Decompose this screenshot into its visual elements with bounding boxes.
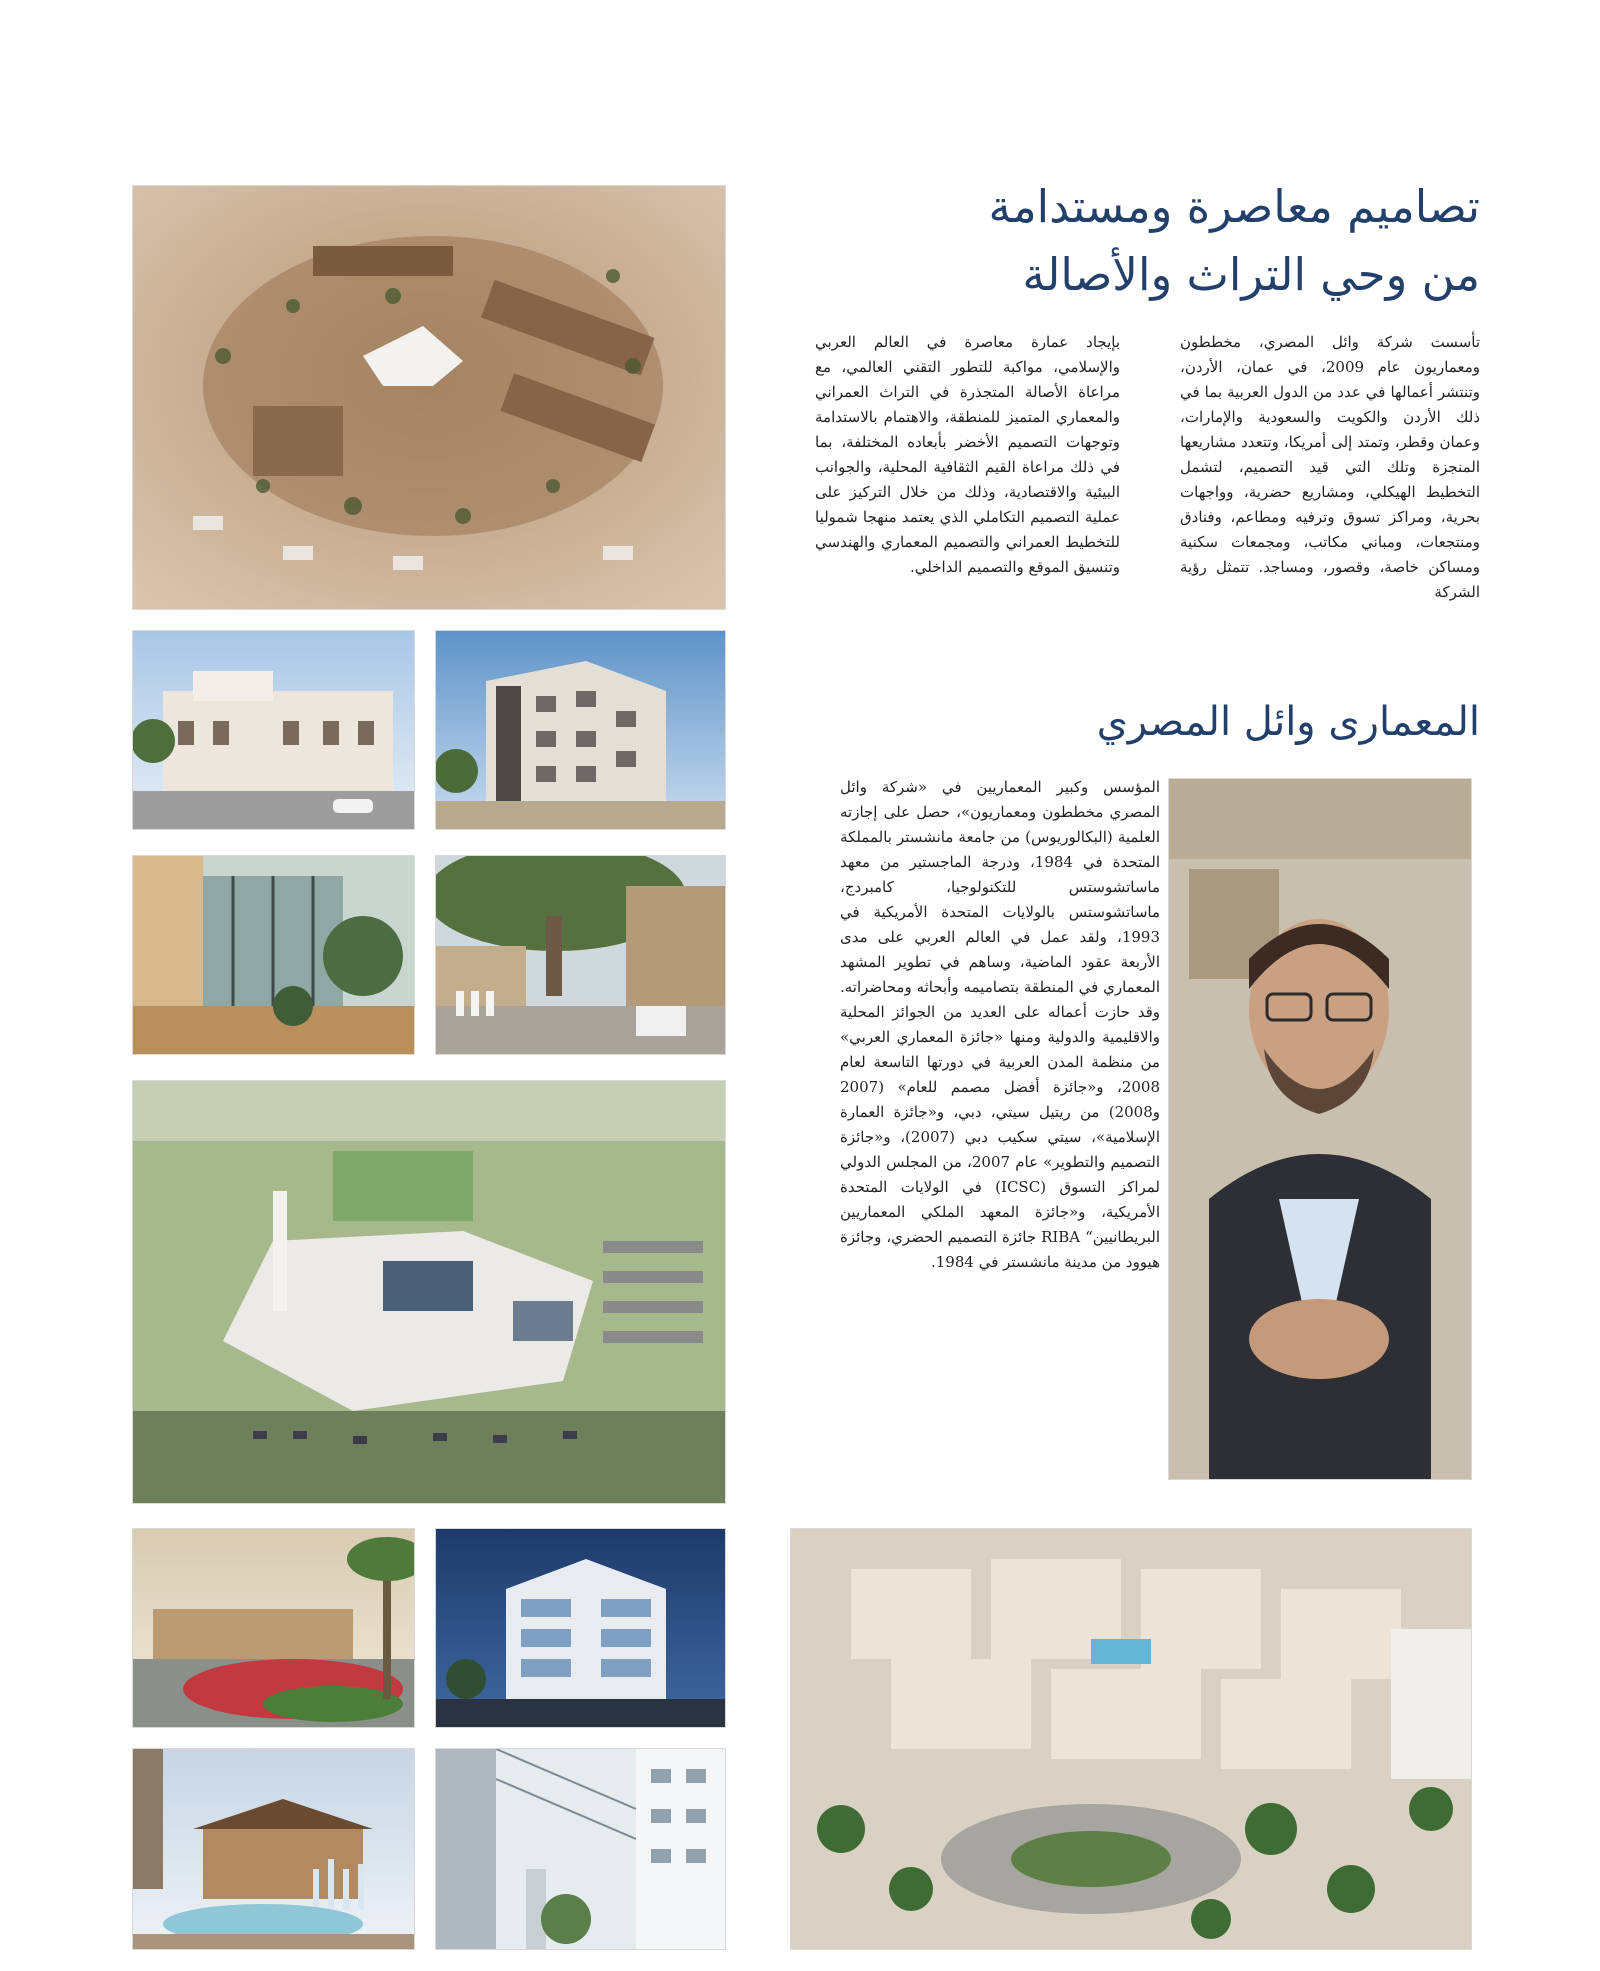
modern-office-building-photo xyxy=(435,1528,726,1728)
article-title-line1: تصاميم معاصرة ومستدامة xyxy=(988,180,1480,233)
architect-bio: المؤسس وكبير المعماريين في «شركة وائل المصري مخططون ومعماريون»، حصل على إجازته العلمية (البكالوريوس) من جامعة مانشستر بالمملكة المتحدة في 1984، ودرجة الماجستير من معهد ماساتشوستس للتكنولوجيا، كامبردج، ماساتشوستس بالولايات المتحدة الأمريكية في 1993، ولقد عمل في العالم العربي على مدى الأربعة عقود الماضية، وساهم في تطوير المشهد المعماري في المنطقة بتصاميمه وأبحاثه ومحاضراته. وقد حازت أعماله على العديد من الجوائز المحلية والاقليمية والدولية ومنها «جائزة المعماري العربي» من منظمة المدن العربية في دورتها التاسعة لعام 2008، و«جائزة أفضل مصمم للعام» (2007 و2008) من ريتيل سيتي، دبي، و«جائزة العمارة الإسلامية»، سيتي سكيب دبي (2007)، و«جائزة التصميم والتطوير» عام 2007، من المجلس الدولي لمراكز التسوق (ICSC) في الولايات المتحدة الأمريكية، و«جائزة المعهد الملكي المعماريين البريطانيين“ RIBA جائزة التصميم الحضري، وجائزة هيوود من مدينة مانشستر في 1984. xyxy=(840,778,1161,1271)
architect-portrait-photo xyxy=(1168,778,1472,1480)
white-villas-photo xyxy=(132,630,415,830)
intro-column-right: تأسست شركة وائل المصري، مخططون ومعماريون عام 2009، في عمان، الأردن، وتنتشر أعمالها في عدد من الدول العربية بما في ذلك الأردن والكويت والسعودية والإمارات، وعمان وقطر، وتمتد إلى أمريكا، وتتعدد مشاريعها المنجزة وتلك التي قيد التصميم، لتشمل التخطيط الهيكلي، ومشاريع حضرية، وواجهات بحرية، ومراكز تسوق وترفيه ومطاعم، وفنادق ومنتجعات، ومباني مكاتب، ومجمعات سكنية ومساكن خاصة، وقصور، ومساجد. تتمثل رؤية الشركة xyxy=(1180,333,1480,601)
mosque-complex-aerial-photo xyxy=(132,1080,726,1504)
hillside-residential-aerial-photo xyxy=(790,1528,1472,1950)
atrium-interior-photo xyxy=(435,1748,726,1950)
fountain-pavilion-photo xyxy=(132,1748,415,1950)
glass-courtyard-photo xyxy=(132,855,415,1055)
apartment-building-photo xyxy=(435,630,726,830)
article-title-line2: من وحي التراث والأصالة xyxy=(1022,248,1480,301)
aerial-desert-resort-photo xyxy=(132,185,726,610)
intro-column-left: بإيجاد عمارة معاصرة في العالم العربي والإسلامي، مواكبة للتطور التقني العالمي، مع مراعاة الأصالة المتجذرة في التراث العمراني والمعماري المتميز للمنطقة، والاهتمام بالاستدامة وتوجهات التصميم الأخضر بأبعاده المختلفة، بما في ذلك مراعاة القيم الثقافية المحلية، والجوانب البيئية والاقتصادية، وذلك من خلال التركيز على عملية التصميم التكاملي الذي يعتمد منهجا شموليا للتخطيط العمراني والتصميم المعماري والهندسي وتنسيق الموقع والتصميم الداخلي. xyxy=(815,333,1120,576)
architect-name-heading: المعمارى وائل المصري xyxy=(1096,699,1480,745)
heritage-street-tree-photo xyxy=(435,855,726,1055)
residential-street-photo xyxy=(132,1528,415,1728)
